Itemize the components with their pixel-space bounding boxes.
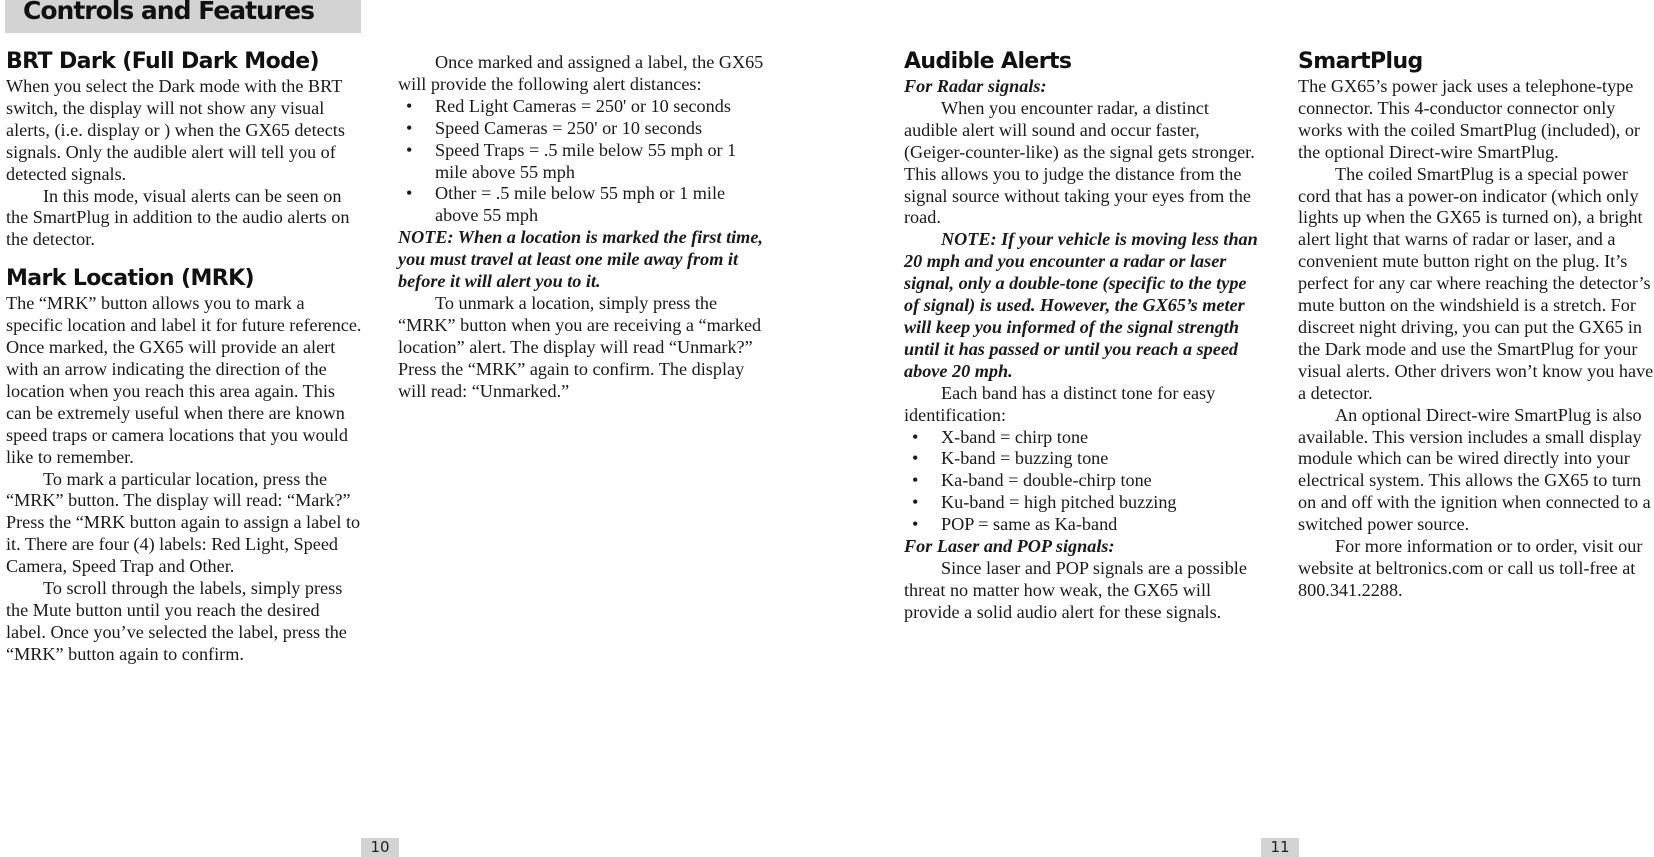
list-item: • K-band = buzzing tone xyxy=(904,448,1264,470)
mrk-paragraph-3: To scroll through the labels, simply press the Mute button until you reach the desired label. Once you’ve selected the label, press the “MRK” button again to confirm. xyxy=(6,578,347,664)
list-item: • Speed Cameras = 250' or 10 seconds xyxy=(398,118,764,140)
list-item: • Red Light Cameras = 250' or 10 seconds xyxy=(398,96,764,118)
smartplug-heading: SmartPlug xyxy=(1298,49,1423,74)
mark-note: NOTE: When a location is marked the first time, you must travel at least one mile away from it before it will alert you to it. xyxy=(398,227,763,292)
list-item: • X-band = chirp tone xyxy=(904,427,1264,449)
page-number-right: 11 xyxy=(1261,838,1299,857)
smartplug-paragraph-3: An optional Direct-wire SmartPlug is also available. This version includes a small display module which can be wired directly into your electrical system. This allows the GX65 to turn on and off with the ignition when connected to a switched power source. xyxy=(1298,404,1651,535)
distance-list xyxy=(398,96,764,227)
section-header-tab xyxy=(5,0,361,33)
column-smartplug xyxy=(1298,48,1654,602)
list-item: • Other = .5 mile below 55 mph or 1 mile above 55 mph xyxy=(398,183,764,227)
laser-subheading: For Laser and POP signals: xyxy=(904,536,1115,557)
brt-paragraph-2: In this mode, visual alerts can be seen on the SmartPlug in addition to the audio alerts on the detector. xyxy=(6,185,350,250)
audible-heading: Audible Alerts xyxy=(904,49,1072,74)
section-title: Controls and Features xyxy=(23,0,314,25)
column-alert-distances xyxy=(398,48,764,403)
list-item: • Speed Traps = .5 mile below 55 mph or 1 mile above 55 mph xyxy=(398,140,764,184)
distances-intro: Once marked and assigned a label, the GX65 will provide the following alert distances: xyxy=(398,52,764,94)
column-audible-alerts xyxy=(904,48,1264,624)
brt-heading: BRT Dark (Full Dark Mode) xyxy=(6,49,320,74)
unmark-paragraph: To unmark a location, simply press the “MRK” button when you are receiving a “marked location” alert. The display will read “Unmark?” Press the “MRK” again to confirm. The display will read: “Unmarked.” xyxy=(398,292,762,401)
mrk-paragraph-1: The “MRK” button allows you to mark a specific location and label it for future reference. Once marked, the GX65 will provide an alert with an arrow indicating the direction of the location when you reach this area again. This can be extremely useful when there are known speed traps or camera locations that you would like to remember. xyxy=(6,293,362,467)
laser-paragraph: Since laser and POP signals are a possible threat no matter how weak, the GX65 will provide a solid audio alert for these signals. xyxy=(904,557,1247,622)
speed-note: NOTE: If your vehicle is moving less than 20 mph and you encounter a radar or laser signal, only a double-tone (specific to the type of signal) is used. However, the GX65’s meter will keep you informed of the signal strength until it has passed or until you reach a speed above 20 mph. xyxy=(904,229,1258,381)
brt-paragraph-1: When you select the Dark mode with the BRT switch, the display will not show any visual alerts, (i.e. display or ) when the GX65 detects signals. Only the audible alert will tell you of detected signals. xyxy=(6,76,345,184)
list-item: • Ka-band = double-chirp tone xyxy=(904,470,1264,492)
radar-subheading: For Radar signals: xyxy=(904,76,1047,96)
smartplug-paragraph-2: The coiled SmartPlug is a special power cord that has a power-on indicator (which only lights up when the GX65 is turned on), a bright alert light that warns of radar or laser, and a convenient mute button right on the plug. It’s perfect for any car where reaching the detector’s mute button on the windshield is a stretch. For discreet night driving, you can put the GX65 in the Dark mode and use the SmartPlug for your visual alerts. Other drivers won’t know you have a detector. xyxy=(1298,163,1654,403)
mrk-paragraph-2: To mark a particular location, press the “MRK” button. The display will read: “Mark?” Press the “MRK button again to assign a label to it. There are four (4) labels: Red Light, Speed Camera, Speed Trap and Other. xyxy=(6,468,361,577)
smartplug-paragraph-4: For more information or to order, visit our website at beltronics.com or call us toll-free at 800.341.2288. xyxy=(1298,536,1643,600)
band-intro: Each band has a distinct tone for easy identification: xyxy=(904,382,1216,425)
list-item: • Ku-band = high pitched buzzing xyxy=(904,492,1264,514)
smartplug-paragraph-1: The GX65’s power jack uses a telephone-type connector. This 4-conductor connector only works with the coiled SmartPlug (included), or the optional Direct-wire SmartPlug. xyxy=(1298,76,1640,162)
mrk-heading: Mark Location (MRK) xyxy=(6,266,254,292)
column-brt-mrk xyxy=(6,48,362,666)
page-number-left: 10 xyxy=(361,838,399,857)
radar-paragraph: When you encounter radar, a distinct audible alert will sound and occur faster, (Geiger-counter-like) as the signal gets stronger. This allows you to judge the distance from the signal source without taking your eyes from the road. xyxy=(904,97,1255,228)
list-item: • POP = same as Ka-band xyxy=(904,514,1264,536)
band-list xyxy=(904,427,1264,537)
